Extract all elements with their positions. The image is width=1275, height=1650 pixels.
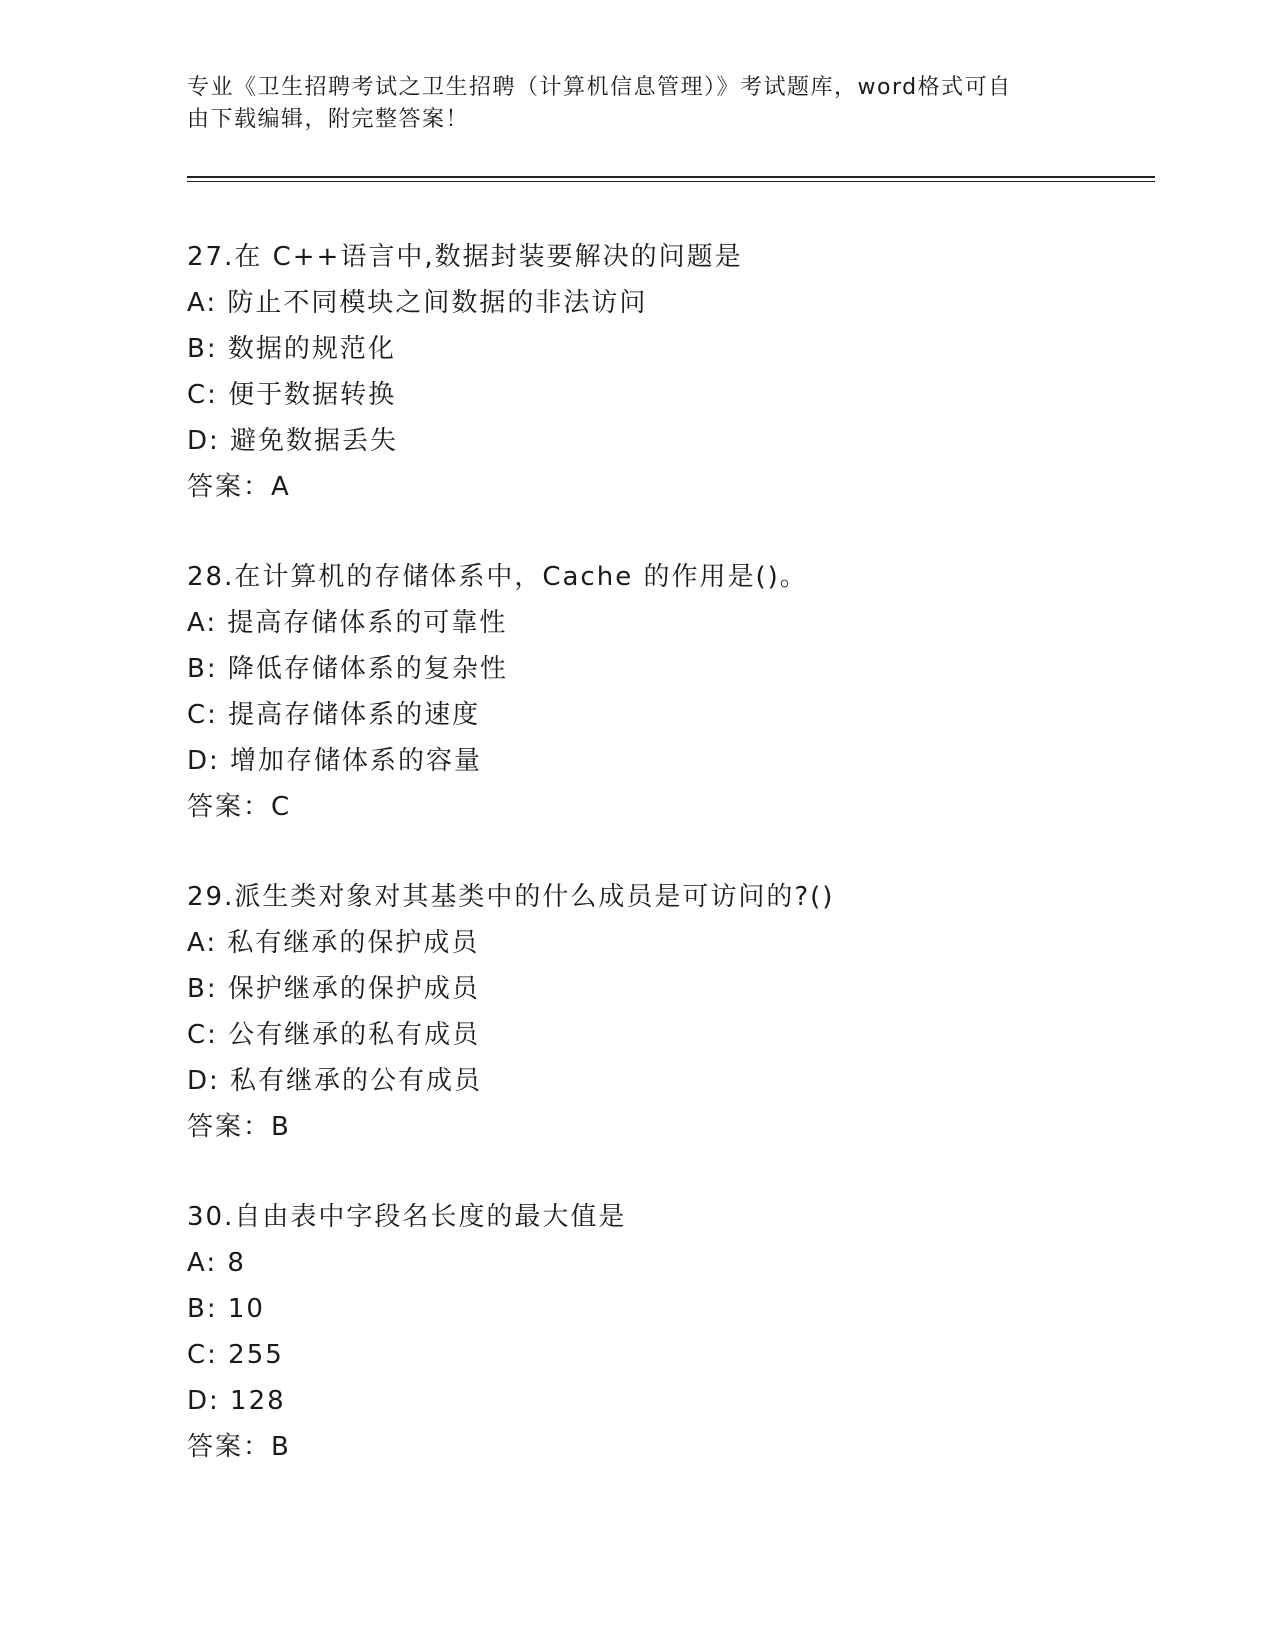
option-b: B: 数据的规范化 — [187, 334, 396, 364]
header-line-1: 专业《卫生招聘考试之卫生招聘（计算机信息管理）》考试题库，word格式可自 — [187, 75, 1012, 100]
divider-line-thick — [187, 176, 1155, 178]
option-b: B: 保护继承的保护成员 — [187, 974, 480, 1004]
answer-line: 答案：B — [187, 1112, 291, 1142]
header-line-2: 由下载编辑，附完整答案！ — [187, 107, 470, 132]
option-a: A: 8 — [187, 1248, 246, 1278]
option-d: D: 增加存储体系的容量 — [187, 746, 483, 776]
document-header — [187, 72, 1067, 136]
option-a: A: 提高存储体系的可靠性 — [187, 608, 508, 638]
option-c: C: 提高存储体系的速度 — [187, 700, 481, 730]
question-stem: 27.在 C++语言中,数据封装要解决的问题是 — [187, 242, 743, 272]
option-d: D: 128 — [187, 1386, 286, 1416]
option-c: C: 便于数据转换 — [187, 380, 397, 410]
question-30 — [187, 1194, 1155, 1470]
option-d: D: 避免数据丢失 — [187, 426, 399, 456]
answer-line: 答案：B — [187, 1432, 291, 1462]
question-29 — [187, 874, 1155, 1150]
option-b: B: 降低存储体系的复杂性 — [187, 654, 508, 684]
question-28 — [187, 554, 1155, 830]
option-c: C: 公有继承的私有成员 — [187, 1020, 481, 1050]
option-a: A: 私有继承的保护成员 — [187, 928, 480, 958]
option-d: D: 私有继承的公有成员 — [187, 1066, 483, 1096]
answer-line: 答案：A — [187, 472, 291, 502]
divider-line-thin — [187, 181, 1155, 182]
question-27 — [187, 234, 1155, 510]
header-divider — [187, 176, 1155, 183]
question-stem: 29.派生类对象对其基类中的什么成员是可访问的?() — [187, 882, 835, 912]
question-stem: 28.在计算机的存储体系中，Cache 的作用是()。 — [187, 562, 808, 592]
option-c: C: 255 — [187, 1340, 284, 1370]
question-stem: 30.自由表中字段名长度的最大值是 — [187, 1202, 627, 1232]
question-list — [187, 234, 1155, 1470]
option-b: B: 10 — [187, 1294, 265, 1324]
option-a: A: 防止不同模块之间数据的非法访问 — [187, 288, 648, 318]
answer-line: 答案：C — [187, 792, 292, 822]
